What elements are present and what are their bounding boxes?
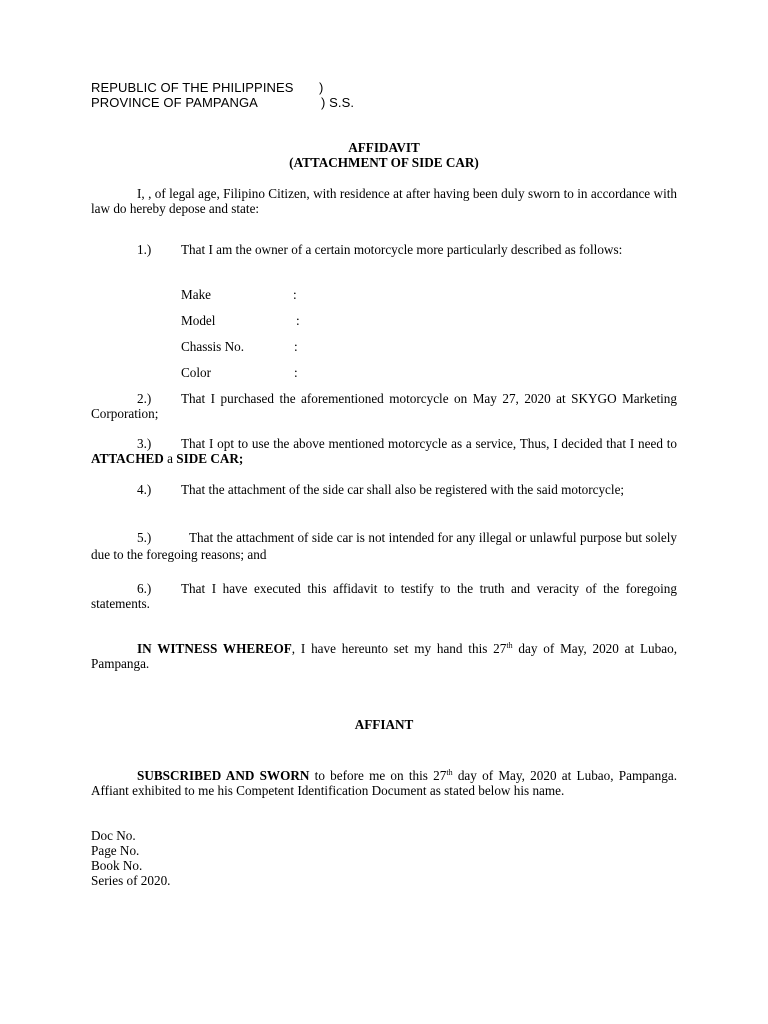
- item-5-text: That the attachment of side car is not intended for any illegal or unlawful purpose but solely due to the foregoing reasons; and: [91, 530, 677, 562]
- field-model-colon: :: [296, 313, 300, 328]
- subscribed-paragraph: [91, 768, 677, 798]
- witness-text-a: , I have hereunto set my hand this 27: [291, 641, 507, 656]
- affidavit-title: AFFIDAVIT: [348, 140, 420, 155]
- field-color: [0, 365, 768, 380]
- item-4: [91, 482, 677, 497]
- intro-paragraph: I, , of legal age, Filipino Citizen, with residence at after having been duly sworn to in accordance with law do hereby depose and state:: [91, 186, 677, 216]
- subscribed-text-b: day of May, 2020 at Lubao, Pampanga. Affiant exhibited to me his Competent Identification Document as stated below his name.: [91, 768, 677, 798]
- item-3-bold-sidecar: SIDE CAR;: [176, 451, 244, 466]
- field-chassis-colon: :: [294, 339, 298, 354]
- witness-text-b: day of May, 2020 at Lubao, Pampanga.: [91, 641, 677, 671]
- witness-paragraph: [91, 641, 677, 671]
- item-1-text: That I am the owner of a certain motorcycle more particularly described as follows:: [181, 242, 623, 257]
- item-4-number: 4.): [137, 482, 152, 497]
- affidavit-subtitle: (ATTACHMENT OF SIDE CAR): [289, 155, 479, 170]
- header-province-ss: ) S.S.: [321, 95, 355, 110]
- item-3: [91, 436, 677, 466]
- field-make-colon: :: [293, 287, 297, 302]
- item-6-number: 6.): [137, 581, 152, 596]
- item-3-text-b: a: [163, 451, 177, 466]
- item-6: [91, 581, 677, 611]
- header-republic-line: [91, 80, 324, 95]
- subscribed-text-a: to before me on this 27: [309, 768, 447, 783]
- item-4-text: That the attachment of the side car shall also be registered with the said motorcycle;: [181, 482, 625, 497]
- field-chassis: [0, 339, 768, 354]
- item-1-number: 1.): [137, 242, 152, 257]
- item-3-bold-attached: ATTACHED: [91, 451, 164, 466]
- item-6-text: That I have executed this affidavit to testify to the truth and veracity of the foregoing statements.: [91, 581, 677, 611]
- field-color-label: Color: [181, 365, 212, 380]
- header-republic: REPUBLIC OF THE PHILIPPINES: [91, 80, 294, 95]
- item-5: [91, 529, 677, 563]
- field-model: [0, 313, 768, 328]
- item-1: [91, 242, 677, 257]
- witness-bold: IN WITNESS WHEREOF: [137, 641, 292, 656]
- field-make-label: Make: [181, 287, 212, 302]
- item-5-number: 5.): [137, 530, 152, 545]
- notary-book-no: Book No.: [91, 858, 143, 873]
- field-color-colon: :: [294, 365, 298, 380]
- field-model-label: Model: [181, 313, 216, 328]
- header-republic-paren: ): [319, 80, 324, 95]
- item-2: [91, 391, 677, 421]
- item-2-text: That I purchased the aforementioned motorcycle on May 27, 2020 at SKYGO Marketing Corporation;: [91, 391, 677, 421]
- notary-doc-no: Doc No.: [91, 828, 136, 843]
- field-chassis-label: Chassis No.: [181, 339, 245, 354]
- field-make: [0, 287, 768, 302]
- header-province: PROVINCE OF PAMPANGA: [91, 95, 258, 110]
- witness-sup: th: [506, 641, 513, 650]
- header-province-line: [91, 95, 391, 110]
- item-3-number: 3.): [137, 436, 152, 451]
- item-2-number: 2.): [137, 391, 152, 406]
- item-3-text-a: That I opt to use the above mentioned motorcycle as a service, Thus, I decided that I need to: [181, 436, 677, 451]
- subscribed-sup: th: [446, 768, 453, 777]
- notary-page-no: Page No.: [91, 843, 140, 858]
- subscribed-bold: SUBSCRIBED AND SWORN: [137, 768, 310, 783]
- affiant-label: AFFIANT: [354, 717, 414, 732]
- notary-series: Series of 2020.: [91, 873, 171, 888]
